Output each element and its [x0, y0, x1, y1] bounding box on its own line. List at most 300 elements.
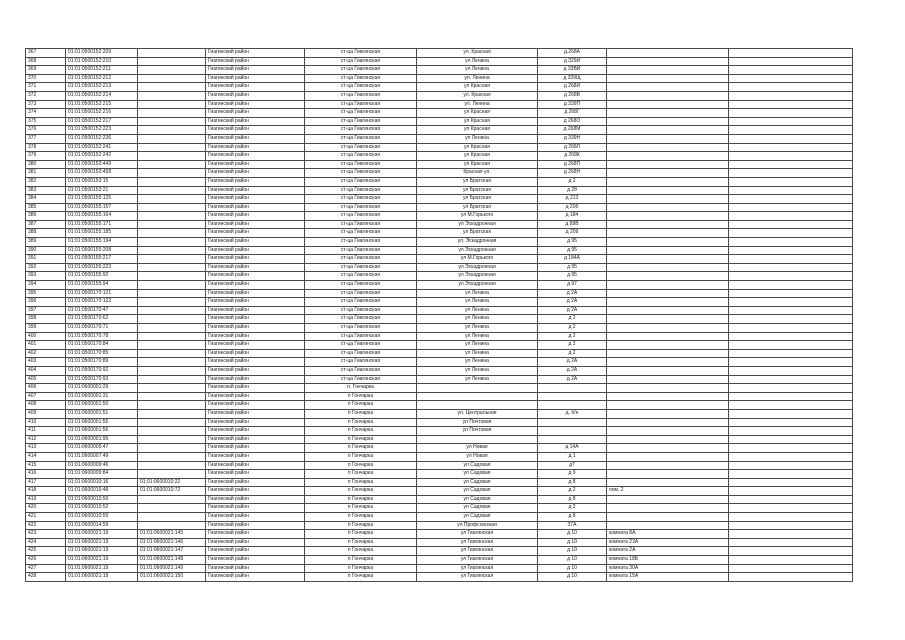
house-cell: д 268В	[538, 91, 607, 100]
cadastral-number-cell: 01:01:0600021:19	[66, 547, 138, 556]
sub-cadastral-number-cell	[138, 384, 206, 393]
district-cell: Гиагинский район	[206, 186, 305, 195]
sub-cadastral-number-cell	[138, 461, 206, 470]
table-row	[26, 160, 853, 169]
cadastral-number-cell: 01:01:0500155:92	[66, 272, 138, 281]
district-cell: Гиагинский район	[206, 109, 305, 118]
house-cell: д 10	[538, 538, 607, 547]
settlement-cell: п Гончарка	[305, 452, 417, 461]
house-cell: д 2	[538, 504, 607, 513]
table-row	[26, 289, 853, 298]
house-cell	[538, 435, 607, 444]
extra-cell	[729, 324, 853, 333]
row-number-cell: 373	[26, 100, 66, 109]
settlement-cell: ст-ца Гиагинская	[305, 255, 417, 264]
extra-cell	[729, 220, 853, 229]
house-cell: д 339П	[538, 100, 607, 109]
cadastral-number-cell: 01:01:0600010:55	[66, 513, 138, 522]
settlement-cell: ст-ца Гиагинская	[305, 281, 417, 290]
sub-cadastral-number-cell	[138, 263, 206, 272]
extra-cell	[729, 392, 853, 401]
street-cell: ул Красная	[417, 143, 538, 152]
street-cell: ул Красная	[417, 83, 538, 92]
table-row	[26, 495, 853, 504]
settlement-cell: ст-ца Гиагинская	[305, 126, 417, 135]
house-cell: д 2	[538, 487, 607, 496]
settlement-cell: ст-ца Гиагинская	[305, 358, 417, 367]
premises-cell	[607, 349, 729, 358]
extra-cell	[729, 401, 853, 410]
sub-cadastral-number-cell	[138, 358, 206, 367]
row-number-cell: 380	[26, 160, 66, 169]
street-cell: ул Гиагинская	[417, 564, 538, 573]
street-cell: ул Садовая	[417, 504, 538, 513]
cadastral-number-cell: 01:01:0600010:48	[66, 487, 138, 496]
house-cell: д 95	[538, 263, 607, 272]
cadastral-number-cell: 01:01:0500152:236	[66, 134, 138, 143]
row-number-cell: 403	[26, 358, 66, 367]
cadastral-number-cell: 01:01:0600014:59	[66, 521, 138, 530]
extra-cell	[729, 255, 853, 264]
house-cell: д 339Н	[538, 134, 607, 143]
premises-cell	[607, 152, 729, 161]
cadastral-number-cell: 01:01:0600001:50	[66, 401, 138, 410]
table-row	[26, 57, 853, 66]
table-row	[26, 74, 853, 83]
extra-cell	[729, 238, 853, 247]
premises-cell	[607, 358, 729, 367]
street-cell: ул Садовая	[417, 495, 538, 504]
premises-cell	[607, 461, 729, 470]
extra-cell	[729, 427, 853, 436]
sub-cadastral-number-cell: 01:01:0600021:146	[138, 538, 206, 547]
row-number-cell: 381	[26, 169, 66, 178]
settlement-cell: ст-ца Гиагинская	[305, 349, 417, 358]
settlement-cell: ст-ца Гиагинская	[305, 263, 417, 272]
cadastral-number-cell: 01:01:0600007:49	[66, 452, 138, 461]
sub-cadastral-number-cell	[138, 281, 206, 290]
house-cell: д 2	[538, 332, 607, 341]
extra-cell	[729, 152, 853, 161]
district-cell: Гиагинский район	[206, 487, 305, 496]
cadastral-number-cell: 01:01:0500152:216	[66, 109, 138, 118]
table-row	[26, 177, 853, 186]
cadastral-number-cell: 01:01:0500170:93	[66, 375, 138, 384]
street-cell: ул Ленина	[417, 332, 538, 341]
table-row	[26, 49, 853, 58]
cadastral-number-cell: 01:01:0500152:217	[66, 117, 138, 126]
settlement-cell: п Гончарка	[305, 547, 417, 556]
extra-cell	[729, 49, 853, 58]
sub-cadastral-number-cell	[138, 298, 206, 307]
district-cell: Гиагинский район	[206, 358, 305, 367]
row-number-cell: 377	[26, 134, 66, 143]
street-cell: ул Красная	[417, 152, 538, 161]
table-row	[26, 332, 853, 341]
settlement-cell: п Гончарка	[305, 573, 417, 582]
house-cell: д 329И	[538, 57, 607, 66]
table-row	[26, 238, 853, 247]
premises-cell	[607, 418, 729, 427]
table-row	[26, 263, 853, 272]
district-cell: Гиагинский район	[206, 521, 305, 530]
extra-cell	[729, 186, 853, 195]
extra-cell	[729, 315, 853, 324]
premises-cell	[607, 427, 729, 436]
house-cell: д 20б	[538, 203, 607, 212]
premises-cell	[607, 177, 729, 186]
sub-cadastral-number-cell	[138, 306, 206, 315]
table-row	[26, 435, 853, 444]
extra-cell	[729, 435, 853, 444]
district-cell: Гиагинский район	[206, 564, 305, 573]
row-number-cell: 423	[26, 530, 66, 539]
table-row	[26, 513, 853, 522]
district-cell: Гиагинский район	[206, 203, 305, 212]
cadastral-number-cell: 01:01:0500155:164	[66, 212, 138, 221]
settlement-cell: п Гончарка	[305, 418, 417, 427]
cadastral-number-cell: 01:01:0500170:89	[66, 358, 138, 367]
row-number-cell: 415	[26, 461, 66, 470]
extra-cell	[729, 160, 853, 169]
district-cell: Гиагинский район	[206, 229, 305, 238]
sub-cadastral-number-cell	[138, 160, 206, 169]
cadastral-number-cell: 01:01:0500155:94	[66, 281, 138, 290]
extra-cell	[729, 74, 853, 83]
premises-cell	[607, 212, 729, 221]
sub-cadastral-number-cell: 01:01:0600021:149	[138, 564, 206, 573]
district-cell: Гиагинский район	[206, 556, 305, 565]
sub-cadastral-number-cell	[138, 66, 206, 75]
sub-cadastral-number-cell	[138, 117, 206, 126]
sub-cadastral-number-cell	[138, 504, 206, 513]
district-cell: Гиагинский район	[206, 384, 305, 393]
row-number-cell: 388	[26, 229, 66, 238]
row-number-cell: 372	[26, 91, 66, 100]
house-cell: д7	[538, 461, 607, 470]
cadastral-number-cell: 01:01:0500155:125	[66, 195, 138, 204]
table-row	[26, 169, 853, 178]
extra-cell	[729, 556, 853, 565]
street-cell: ул Гиагинская	[417, 573, 538, 582]
settlement-cell: ст-ца Гиагинская	[305, 134, 417, 143]
street-cell: ул Почтовая	[417, 418, 538, 427]
row-number-cell: 396	[26, 298, 66, 307]
street-cell: ул Ленина	[417, 375, 538, 384]
sub-cadastral-number-cell	[138, 289, 206, 298]
row-number-cell: 417	[26, 478, 66, 487]
row-number-cell: 383	[26, 186, 66, 195]
cadastral-number-cell: 01:01:0500152:211	[66, 66, 138, 75]
premises-cell: комната 30А	[607, 564, 729, 573]
extra-cell	[729, 384, 853, 393]
table-row	[26, 452, 853, 461]
table-row	[26, 66, 853, 75]
table-row	[26, 126, 853, 135]
cadastral-number-cell: 01:01:0600010:16	[66, 478, 138, 487]
row-number-cell: 374	[26, 109, 66, 118]
district-cell: Гиагинский район	[206, 57, 305, 66]
table-row	[26, 195, 853, 204]
row-number-cell: 428	[26, 573, 66, 582]
cadastral-number-cell: 01:01:0500170:47	[66, 306, 138, 315]
sub-cadastral-number-cell: 01:01:0600010:22	[138, 478, 206, 487]
table-row	[26, 109, 853, 118]
district-cell: Гиагинский район	[206, 470, 305, 479]
extra-cell	[729, 298, 853, 307]
row-number-cell: 392	[26, 263, 66, 272]
street-cell: ул Братская	[417, 229, 538, 238]
house-cell: д 14А	[538, 444, 607, 453]
sub-cadastral-number-cell	[138, 74, 206, 83]
table-row	[26, 152, 853, 161]
table-row	[26, 461, 853, 470]
street-cell: ул Садовая	[417, 461, 538, 470]
district-cell: Гиагинский район	[206, 461, 305, 470]
district-cell: Гиагинский район	[206, 435, 305, 444]
street-cell	[417, 392, 538, 401]
settlement-cell: п Гончарка	[305, 564, 417, 573]
extra-cell	[729, 195, 853, 204]
street-cell	[417, 435, 538, 444]
settlement-cell: ст-ца Гиагинская	[305, 109, 417, 118]
house-cell: д 2А	[538, 358, 607, 367]
premises-cell	[607, 315, 729, 324]
district-cell: Гиагинский район	[206, 117, 305, 126]
cadastral-number-cell: 01:01:0500155:171	[66, 220, 138, 229]
table-row	[26, 186, 853, 195]
extra-cell	[729, 513, 853, 522]
settlement-cell: ст-ца Гиагинская	[305, 203, 417, 212]
cadastral-number-cell: 01:01:0600005:47	[66, 444, 138, 453]
premises-cell	[607, 91, 729, 100]
cadastral-number-cell: 01:01:0500152:449	[66, 160, 138, 169]
sub-cadastral-number-cell	[138, 203, 206, 212]
cadastral-number-cell: 01:01:0600021:19	[66, 573, 138, 582]
house-cell: д 213	[538, 195, 607, 204]
district-cell: Гиагинский район	[206, 452, 305, 461]
table-row	[26, 91, 853, 100]
cadastral-number-cell: 01:01:0500155:217	[66, 255, 138, 264]
row-number-cell: 379	[26, 152, 66, 161]
row-number-cell: 426	[26, 556, 66, 565]
extra-cell	[729, 272, 853, 281]
cadastral-number-cell: 01:01:0500170:71	[66, 324, 138, 333]
cadastral-number-cell: 01:01:0600010:52	[66, 504, 138, 513]
row-number-cell: 419	[26, 495, 66, 504]
extra-cell	[729, 281, 853, 290]
settlement-cell: ст-ца Гиагинская	[305, 375, 417, 384]
cadastral-number-cell: 01:01:0600021:19	[66, 538, 138, 547]
cadastral-number-cell: 01:01:0500152:210	[66, 57, 138, 66]
cadastral-number-cell: 01:01:0500152:214	[66, 91, 138, 100]
street-cell: ул Эскадронная	[417, 272, 538, 281]
extra-cell	[729, 478, 853, 487]
street-cell: ул Красная	[417, 117, 538, 126]
row-number-cell: 394	[26, 281, 66, 290]
house-cell	[538, 384, 607, 393]
settlement-cell: ст-ца Гиагинская	[305, 186, 417, 195]
sub-cadastral-number-cell	[138, 109, 206, 118]
street-cell: ул Эскадронная	[417, 246, 538, 255]
table-row	[26, 401, 853, 410]
extra-cell	[729, 91, 853, 100]
premises-cell	[607, 117, 729, 126]
house-cell: д 2А	[538, 306, 607, 315]
settlement-cell: ст-ца Гиагинская	[305, 238, 417, 247]
house-cell: д 10	[538, 530, 607, 539]
sub-cadastral-number-cell	[138, 418, 206, 427]
table-row	[26, 392, 853, 401]
settlement-cell: ст-ца Гиагинская	[305, 332, 417, 341]
house-cell: д 8	[538, 495, 607, 504]
house-cell: д 95	[538, 246, 607, 255]
house-cell: д 89В	[538, 220, 607, 229]
premises-cell	[607, 195, 729, 204]
extra-cell	[729, 143, 853, 152]
registry-table-body	[26, 49, 853, 582]
extra-cell	[729, 83, 853, 92]
row-number-cell: 399	[26, 324, 66, 333]
district-cell: Гиагинский район	[206, 126, 305, 135]
row-number-cell: 378	[26, 143, 66, 152]
cadastral-number-cell: 01:01:0500170:85	[66, 349, 138, 358]
street-cell: ул Ленина	[417, 306, 538, 315]
cadastral-number-cell: 01:01:0500152:215	[66, 100, 138, 109]
premises-cell	[607, 435, 729, 444]
premises-cell	[607, 332, 729, 341]
premises-cell	[607, 366, 729, 375]
district-cell: Гиагинский район	[206, 401, 305, 410]
house-cell	[538, 418, 607, 427]
table-row	[26, 349, 853, 358]
cadastral-number-cell: 01:01:0500155:208	[66, 246, 138, 255]
street-cell: ул. Красная	[417, 91, 538, 100]
house-cell: д 95	[538, 238, 607, 247]
table-row	[26, 384, 853, 393]
house-cell: д 1	[538, 452, 607, 461]
cadastral-number-cell: 01:01:0600009:84	[66, 470, 138, 479]
table-row	[26, 409, 853, 418]
premises-cell: комната 2А	[607, 547, 729, 556]
house-cell: д 2	[538, 315, 607, 324]
extra-cell	[729, 169, 853, 178]
house-cell: д 28	[538, 186, 607, 195]
extra-cell	[729, 487, 853, 496]
house-cell: д 33ВИ	[538, 66, 607, 75]
street-cell: ул Садовая	[417, 487, 538, 496]
district-cell: Гиагинский район	[206, 66, 305, 75]
row-number-cell: 418	[26, 487, 66, 496]
table-row	[26, 487, 853, 496]
extra-cell	[729, 461, 853, 470]
row-number-cell: 412	[26, 435, 66, 444]
house-cell: д 10	[538, 547, 607, 556]
table-row	[26, 504, 853, 513]
settlement-cell: ст-ца Гиагинская	[305, 74, 417, 83]
row-number-cell: 393	[26, 272, 66, 281]
street-cell: ул М.Горького	[417, 255, 538, 264]
cadastral-number-cell: 01:01:0500152:241	[66, 143, 138, 152]
sub-cadastral-number-cell	[138, 366, 206, 375]
premises-cell	[607, 229, 729, 238]
street-cell: ул Гиагинская	[417, 547, 538, 556]
district-cell: Гиагинский район	[206, 324, 305, 333]
table-row	[26, 573, 853, 582]
cadastral-number-cell: 01:01:0600001:55	[66, 418, 138, 427]
premises-cell	[607, 513, 729, 522]
extra-cell	[729, 495, 853, 504]
premises-cell	[607, 470, 729, 479]
settlement-cell: ст-ца Гиагинская	[305, 160, 417, 169]
sub-cadastral-number-cell	[138, 177, 206, 186]
settlement-cell: п Гончарка	[305, 461, 417, 470]
house-cell: д 2А	[538, 375, 607, 384]
row-number-cell: 406	[26, 384, 66, 393]
premises-cell	[607, 375, 729, 384]
row-number-cell: 387	[26, 220, 66, 229]
table-row	[26, 134, 853, 143]
district-cell: Гиагинский район	[206, 375, 305, 384]
house-cell: д 10	[538, 573, 607, 582]
extra-cell	[729, 452, 853, 461]
district-cell: Гиагинский район	[206, 427, 305, 436]
extra-cell	[729, 538, 853, 547]
settlement-cell: п Гончарка	[305, 409, 417, 418]
cadastral-number-cell: 01:01:0600001:31	[66, 392, 138, 401]
sub-cadastral-number-cell	[138, 409, 206, 418]
row-number-cell: 402	[26, 349, 66, 358]
street-cell: ул Ленина	[417, 57, 538, 66]
district-cell: Гиагинский район	[206, 263, 305, 272]
settlement-cell: п Гончарка	[305, 504, 417, 513]
premises-cell	[607, 238, 729, 247]
extra-cell	[729, 306, 853, 315]
extra-cell	[729, 358, 853, 367]
settlement-cell: ст-ца Гиагинская	[305, 57, 417, 66]
street-cell: ул Ленина	[417, 298, 538, 307]
cadastral-number-cell: 01:01:0500170:78	[66, 332, 138, 341]
settlement-cell: ст-ца Гиагинская	[305, 100, 417, 109]
settlement-cell: ст-ца Гиагинская	[305, 272, 417, 281]
cadastral-number-cell: 01:01:0500152:209	[66, 49, 138, 58]
extra-cell	[729, 349, 853, 358]
table-row	[26, 246, 853, 255]
table-row	[26, 547, 853, 556]
row-number-cell: 395	[26, 289, 66, 298]
street-cell: ул Садовая	[417, 470, 538, 479]
cadastral-number-cell: 01:01:0500170:62	[66, 315, 138, 324]
sub-cadastral-number-cell	[138, 349, 206, 358]
row-number-cell: 414	[26, 452, 66, 461]
row-number-cell: 384	[26, 195, 66, 204]
extra-cell	[729, 504, 853, 513]
premises-cell	[607, 298, 729, 307]
district-cell: Гиагинский район	[206, 341, 305, 350]
sub-cadastral-number-cell	[138, 341, 206, 350]
house-cell: д 339Щ	[538, 74, 607, 83]
row-number-cell: 411	[26, 427, 66, 436]
table-row	[26, 444, 853, 453]
settlement-cell: ст-ца Гиагинская	[305, 220, 417, 229]
district-cell: Гиагинский район	[206, 444, 305, 453]
street-cell: ул Гиагинская	[417, 556, 538, 565]
street-cell: ул Новая	[417, 444, 538, 453]
district-cell: Гиагинский район	[206, 220, 305, 229]
registry-table	[25, 48, 853, 582]
premises-cell	[607, 220, 729, 229]
house-cell: д 2	[538, 324, 607, 333]
